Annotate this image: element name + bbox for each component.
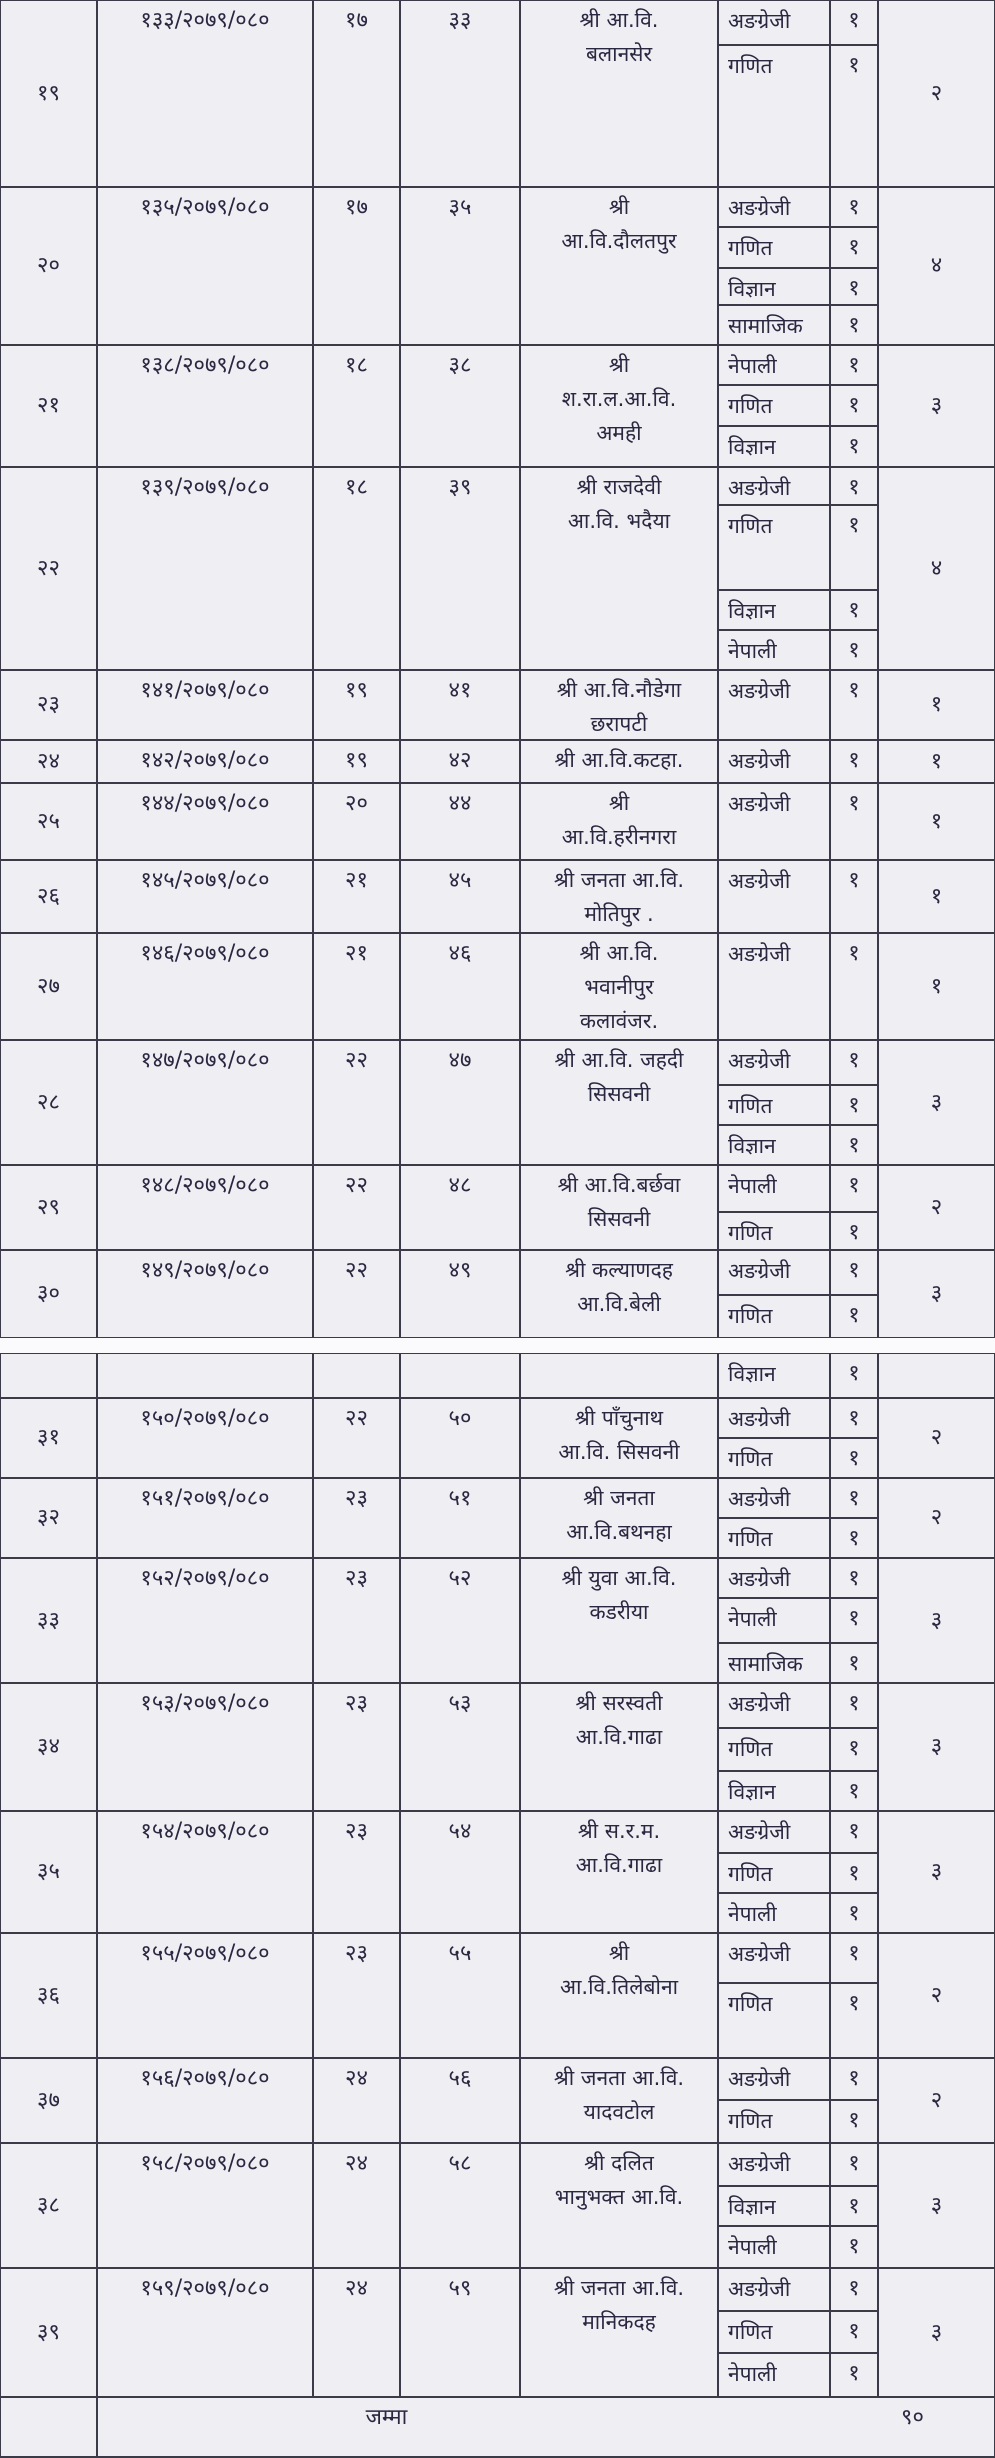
school-name-line: श्री सरस्वती	[575, 1691, 663, 1715]
subject-name: गणित	[728, 54, 773, 78]
row-total: २	[930, 1425, 943, 1450]
serial-number: २६	[37, 883, 60, 909]
serial-number: २२	[37, 555, 60, 581]
ward-number: १७	[345, 195, 368, 220]
subject-count: १	[848, 1861, 860, 1886]
subject-count: १	[848, 598, 860, 623]
subject-name: विज्ञान	[728, 2195, 776, 2219]
subject-count: १	[848, 748, 860, 773]
subject-count: १	[848, 1941, 860, 1966]
subject-name: विज्ञान	[728, 435, 776, 459]
school-name-line: भानुभक्त आ.वि.	[554, 2185, 684, 2209]
school-name-line: श्री जनता आ.वि.	[553, 2276, 685, 2300]
grand-total: ९०	[901, 2405, 924, 2430]
ward-number: २१	[345, 941, 368, 966]
subject-count: १	[848, 2194, 860, 2219]
subject-count: १	[848, 1651, 860, 1676]
ward-number: २२	[345, 1406, 368, 1431]
subject-name: नेपाली	[728, 1174, 777, 1198]
subject-count: १	[848, 1093, 860, 1118]
row-total: ३	[930, 2192, 943, 2218]
ward-number: २३	[345, 1566, 368, 1591]
school-name-line: आ.वि.तिलेबोना	[559, 1975, 679, 1999]
school-name-line: श्री	[608, 1941, 630, 1965]
school-name-line: श्री आ.वि.नौडेगा	[556, 678, 682, 702]
school-name-line: मोतिपुर .	[584, 902, 654, 926]
registration-number: १४१/२०७९/०८०	[140, 678, 270, 703]
serial-number: १९	[37, 80, 60, 106]
ward-number: १८	[345, 475, 368, 500]
code-number: ४९	[448, 1258, 472, 1283]
serial-number: २५	[37, 808, 60, 834]
code-number: ५४	[448, 1819, 472, 1844]
school-name-line: श.रा.ल.आ.वि.	[561, 387, 677, 411]
row-total: २	[930, 1982, 943, 2008]
subject-name: गणित	[728, 514, 773, 538]
subject-name: अङग्रेजी	[728, 1820, 791, 1844]
subject-count: १	[848, 2151, 860, 2176]
code-number: ५९	[448, 2276, 472, 2301]
subject-count: १	[848, 2066, 860, 2091]
serial-number: ३५	[37, 1859, 60, 1884]
code-number: ३३	[448, 8, 472, 33]
subject-count: १	[848, 2319, 860, 2344]
ward-number: २०	[345, 791, 368, 816]
subject-name: गणित	[728, 1992, 773, 2016]
subject-name: गणित	[728, 1094, 773, 1118]
serial-number: २८	[37, 1089, 60, 1115]
subject-name: विज्ञान	[728, 277, 776, 301]
subject-name: गणित	[728, 1447, 773, 1471]
school-name-line: श्री आ.वि.	[579, 8, 659, 32]
serial-number: ३३	[37, 1607, 60, 1633]
registration-number: १५३/२०७९/०८०	[140, 1691, 270, 1716]
serial-number: २३	[37, 692, 60, 717]
registration-number: १५१/२०७९/०८०	[140, 1486, 270, 1511]
subject-name: अङग्रेजी	[728, 476, 791, 500]
school-name-line: सिसवनी	[587, 1082, 651, 1106]
subject-count: १	[848, 1901, 860, 1926]
school-name-line: श्री जनता आ.वि.	[553, 868, 685, 892]
registration-number: १५४/२०७९/०८०	[140, 1819, 270, 1844]
row-total: १	[930, 973, 943, 999]
school-name-line: आ.वि.हरीनगरा	[561, 825, 677, 849]
serial-number: ३९	[37, 2319, 60, 2345]
ward-number: १९	[345, 748, 368, 773]
code-number: ५१	[448, 1486, 472, 1511]
registration-number: १३९/२०७९/०८०	[140, 475, 270, 500]
row-total: ३	[930, 1607, 943, 1633]
serial-number: २९	[37, 1194, 60, 1220]
subject-count: १	[848, 1361, 860, 1386]
subject-count: १	[848, 1446, 860, 1471]
subject-name: अङग्रेजी	[728, 9, 791, 33]
subject-count: १	[848, 1691, 860, 1716]
subject-name: अङग्रेजी	[728, 2152, 791, 2176]
subject-count: १	[848, 868, 860, 893]
subject-count: १	[848, 235, 860, 260]
subject-name: विज्ञान	[728, 599, 776, 623]
row-total: ३	[930, 2319, 943, 2345]
registration-number: १५०/२०७९/०८०	[140, 1406, 270, 1431]
row-total: ३	[930, 1859, 943, 1884]
school-name-line: आ.वि.बेली	[577, 1292, 661, 1316]
school-name-line: श्री	[608, 195, 630, 219]
subject-name: अङग्रेजी	[728, 679, 791, 703]
subject-count: १	[848, 1173, 860, 1198]
row-total: २	[930, 80, 943, 106]
subject-count: १	[848, 1258, 860, 1283]
serial-number: ३०	[37, 1281, 60, 1306]
registration-number: १५८/२०७९/०८०	[140, 2151, 270, 2176]
code-number: ३९	[448, 475, 472, 500]
row-total: ३	[930, 393, 943, 418]
row-total: ३	[930, 1734, 943, 1759]
registration-number: १५६/२०७९/०८०	[140, 2066, 270, 2091]
school-name-line: आ.वि.गाढा	[575, 1853, 663, 1877]
registration-number: १३३/२०७९/०८०	[140, 8, 270, 33]
serial-number: २४	[37, 748, 60, 774]
subject-name: गणित	[728, 2109, 773, 2133]
subject-name: अङग्रेजी	[728, 1942, 791, 1966]
school-name-line: कलावंजर.	[579, 1009, 659, 1033]
subject-name: अङग्रेजी	[728, 1692, 791, 1716]
subject-count: १	[848, 475, 860, 500]
subject-name: अङग्रेजी	[728, 942, 791, 966]
subject-name: गणित	[728, 1221, 773, 1245]
school-name-line: छरापटी	[590, 712, 648, 736]
school-name-line: श्री कल्याणदह	[565, 1258, 673, 1282]
row-total: ४	[930, 253, 943, 278]
registration-number: १४९/२०७९/०८०	[140, 1258, 270, 1283]
code-number: ४६	[448, 941, 472, 966]
school-name-line: भवानीपुर	[584, 975, 654, 999]
code-number: ५२	[448, 1566, 472, 1591]
subject-name: गणित	[728, 1527, 773, 1551]
subject-name: विज्ञान	[728, 1134, 776, 1158]
subject-count: १	[848, 195, 860, 220]
code-number: ५६	[448, 2066, 472, 2091]
ward-number: २३	[345, 1819, 368, 1844]
subject-count: १	[848, 1133, 860, 1158]
subject-name: विज्ञान	[728, 1780, 776, 1804]
school-name-line: अमही	[596, 421, 642, 445]
subject-count: १	[848, 1406, 860, 1431]
subject-count: १	[848, 276, 860, 301]
subject-count: १	[848, 513, 860, 538]
subject-name: गणित	[728, 1304, 773, 1328]
registration-number: १४६/२०७९/०८०	[140, 941, 270, 966]
registration-number: १५२/२०७९/०८०	[140, 1566, 270, 1591]
registration-number: १३५/२०७९/०८०	[140, 195, 270, 220]
school-name-line: श्री पाँचुनाथ	[574, 1406, 664, 1430]
school-name-line: यादवटोल	[583, 2100, 655, 2124]
code-number: ५३	[448, 1691, 472, 1716]
school-name-line: आ.वि.दौलतपुर	[561, 229, 677, 253]
subject-count: १	[848, 791, 860, 816]
ward-number: १८	[345, 353, 368, 378]
row-total: १	[930, 883, 943, 909]
ward-number: २३	[345, 1691, 368, 1716]
school-name-line: आ.वि. सिसवनी	[558, 1440, 680, 1464]
subject-name: गणित	[728, 1862, 773, 1886]
ward-number: १७	[345, 8, 368, 33]
school-name-line: श्री जनता	[583, 1486, 655, 1510]
subject-name: नेपाली	[728, 2235, 777, 2259]
row-total: १	[930, 808, 943, 834]
subject-count: १	[848, 941, 860, 966]
school-name-line: श्री स.र.म.	[577, 1819, 661, 1843]
school-name-line: आ.वि.गाढा	[575, 1725, 663, 1749]
subject-count: १	[848, 8, 860, 33]
subject-name: अङग्रेजी	[728, 869, 791, 893]
registration-number: १४४/२०७९/०८०	[140, 791, 270, 816]
subject-count: १	[848, 1819, 860, 1844]
school-name-line: श्री आ.वि. जहदी	[554, 1048, 684, 1072]
serial-number: २१	[37, 393, 60, 418]
registration-number: १४२/२०७९/०८०	[140, 748, 270, 773]
subject-name: नेपाली	[728, 354, 777, 378]
ward-number: २३	[345, 1486, 368, 1511]
subject-name: विज्ञान	[728, 1362, 776, 1386]
subject-count: १	[848, 313, 860, 338]
school-name-line: सिसवनी	[587, 1207, 651, 1231]
school-name-line: श्री	[608, 791, 630, 815]
ward-number: २१	[345, 868, 368, 893]
subject-count: १	[848, 1736, 860, 1761]
subject-count: १	[848, 1991, 860, 2016]
school-name-line: श्री आ.वि.बर्छवा	[557, 1173, 681, 1197]
subject-name: सामाजिक	[728, 314, 803, 338]
subject-name: अङग्रेजी	[728, 792, 791, 816]
school-name-line: श्री दलित	[584, 2151, 654, 2175]
total-label: जम्मा	[365, 2405, 408, 2430]
serial-number: २०	[37, 253, 60, 278]
code-number: ५८	[448, 2151, 472, 2176]
school-name-line: आ.वि.बथनहा	[566, 1520, 672, 1544]
subject-name: नेपाली	[728, 1607, 777, 1631]
table-page-2	[0, 1353, 995, 2458]
subject-name: अङग्रेजी	[728, 1487, 791, 1511]
registration-number: १५५/२०७९/०८०	[140, 1941, 270, 1966]
code-number: ५०	[448, 1406, 472, 1431]
row-total: १	[930, 692, 943, 717]
code-number: ४४	[448, 791, 472, 816]
ward-number: २४	[345, 2151, 368, 2176]
subject-count: १	[848, 1220, 860, 1245]
subject-count: १	[848, 353, 860, 378]
row-total: २	[930, 1194, 943, 1220]
school-name-line: श्री जनता आ.वि.	[553, 2066, 685, 2090]
code-number: ४७	[448, 1048, 472, 1073]
school-name-line: बलानसेर	[585, 42, 653, 66]
ward-number: २४	[345, 2276, 368, 2301]
subject-name: अङग्रेजी	[728, 2067, 791, 2091]
subject-name: गणित	[728, 236, 773, 260]
subject-count: १	[848, 434, 860, 459]
serial-number: ३२	[37, 1505, 60, 1530]
subject-count: १	[848, 1526, 860, 1551]
school-name-line: श्री	[608, 353, 630, 377]
code-number: ३५	[448, 195, 472, 220]
registration-number: १५९/२०७९/०८०	[140, 2276, 270, 2301]
serial-number: ३४	[37, 1734, 60, 1759]
subject-name: नेपाली	[728, 1902, 777, 1926]
ward-number: २२	[345, 1048, 368, 1073]
registration-number: १३८/२०७९/०८०	[140, 353, 270, 378]
subject-count: १	[848, 53, 860, 78]
serial-number: ३७	[37, 2087, 60, 2113]
subject-name: गणित	[728, 1737, 773, 1761]
subject-name: अङग्रेजी	[728, 1407, 791, 1431]
row-total: २	[930, 2087, 943, 2113]
registration-number: १४७/२०७९/०८०	[140, 1048, 270, 1073]
subject-count: १	[848, 1048, 860, 1073]
row-total: ३	[930, 1281, 943, 1306]
ward-number: १९	[345, 678, 368, 703]
subject-count: १	[848, 1303, 860, 1328]
subject-count: १	[848, 678, 860, 703]
subject-name: अङग्रेजी	[728, 1259, 791, 1283]
serial-number: ३६	[37, 1982, 60, 2008]
subject-count: १	[848, 2234, 860, 2259]
subject-name: गणित	[728, 394, 773, 418]
ward-number: २२	[345, 1258, 368, 1283]
row-total: १	[930, 748, 943, 774]
subject-count: १	[848, 1779, 860, 1804]
subject-count: १	[848, 393, 860, 418]
code-number: ४८	[448, 1173, 472, 1198]
row-total: २	[930, 1505, 943, 1530]
subject-count: १	[848, 638, 860, 663]
school-name-line: आ.वि. भदैया	[567, 509, 671, 533]
registration-number: १४५/२०७९/०८०	[140, 868, 270, 893]
subject-name: नेपाली	[728, 639, 777, 663]
school-name-line: मानिकदह	[582, 2310, 656, 2334]
ward-number: २३	[345, 1941, 368, 1966]
school-name-line: श्री युवा आ.वि.	[561, 1566, 677, 1590]
school-name-line: श्री आ.वि.	[579, 941, 659, 965]
subject-count: १	[848, 2108, 860, 2133]
subject-name: अङग्रेजी	[728, 2277, 791, 2301]
school-name-line: श्री राजदेवी	[576, 475, 662, 499]
subject-name: नेपाली	[728, 2362, 777, 2386]
row-total: ३	[930, 1089, 943, 1115]
subject-count: १	[848, 1606, 860, 1631]
code-number: ४१	[448, 678, 472, 703]
code-number: ४२	[448, 748, 472, 773]
school-name-line: कडरीया	[589, 1600, 649, 1624]
subject-count: १	[848, 2276, 860, 2301]
school-name-line: श्री आ.वि.कटहा.	[554, 748, 684, 772]
subject-name: अङग्रेजी	[728, 196, 791, 220]
page-gap	[0, 1338, 995, 1353]
row-total: ४	[930, 555, 943, 581]
subject-name: सामाजिक	[728, 1652, 803, 1676]
serial-number: ३१	[37, 1425, 60, 1450]
subject-name: अङग्रेजी	[728, 749, 791, 773]
subject-count: १	[848, 1486, 860, 1511]
code-number: ३८	[448, 353, 472, 378]
registration-number: १४८/२०७९/०८०	[140, 1173, 270, 1198]
serial-number: ३८	[37, 2192, 60, 2218]
ward-number: २२	[345, 1173, 368, 1198]
serial-number: २७	[37, 973, 60, 999]
subject-count: १	[848, 2361, 860, 2386]
code-number: ४५	[448, 868, 472, 893]
subject-name: अङग्रेजी	[728, 1049, 791, 1073]
subject-name: अङग्रेजी	[728, 1567, 791, 1591]
subject-count: १	[848, 1566, 860, 1591]
ward-number: २४	[345, 2066, 368, 2091]
code-number: ५५	[448, 1941, 472, 1966]
subject-name: गणित	[728, 2320, 773, 2344]
